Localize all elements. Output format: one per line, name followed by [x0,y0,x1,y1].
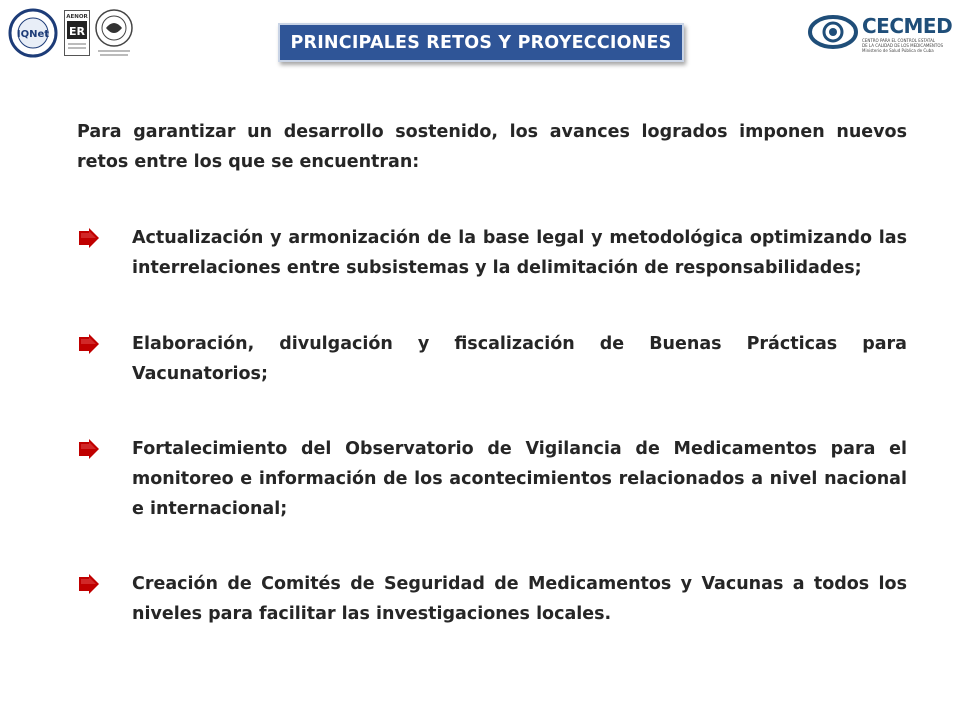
iqnet-certification-logo [8,8,58,58]
aenor-logo-text: AENOR [66,14,88,20]
red-arrow-bullet-icon [77,439,101,459]
page-title: PRINCIPALES RETOS Y PROYECCIONES [278,23,684,62]
cecmed-subtitle-1: CENTRO PARA EL CONTROL ESTATAL [862,38,936,43]
bullet-text-4: Creación de Comités de Seguridad de Medicamentos y Vacunas a todos los niveles para facilitar las investigaciones locales. [132,574,907,624]
seal-certification-logo [92,8,136,58]
intro-paragraph: Para garantizar un desarrollo sostenido, los avances logrados imponen nuevos retos entre los que se encuentran: [77,122,907,172]
bullet-text-3: Fortalecimiento del Observatorio de Vigilancia de Medicamentos para el monitoreo e información de los acontecimientos relacionados a nivel nacional e internacional; [132,439,907,519]
bullet-item-2 [77,329,907,389]
cecmed-subtitle-3: Ministerio de Salud Pública de Cuba [862,48,934,53]
aenor-certification-logo [64,10,90,56]
bullet-text-2: Elaboración, divulgación y fiscalización de Buenas Prácticas para Vacunatorios; [132,334,907,384]
bullet-item-1 [77,223,907,283]
cecmed-name: CECMED [862,14,953,38]
red-arrow-bullet-icon [77,334,101,354]
eye-icon [810,17,856,47]
cecmed-subtitle-2: DE LA CALIDAD DE LOS MEDICAMENTOS [862,43,944,48]
bullet-item-3 [77,434,907,524]
red-arrow-bullet-icon [77,574,101,594]
bullet-item-4 [77,569,907,629]
red-arrow-bullet-icon [77,228,101,248]
bullet-text-1: Actualización y armonización de la base legal y metodológica optimizando las interrelaciones entre subsistemas y la delimitación de responsabilidades; [132,228,907,278]
er-logo-text: ER [69,25,85,38]
cecmed-logo [808,10,953,58]
iqnet-logo-text: IQNet [16,29,50,40]
